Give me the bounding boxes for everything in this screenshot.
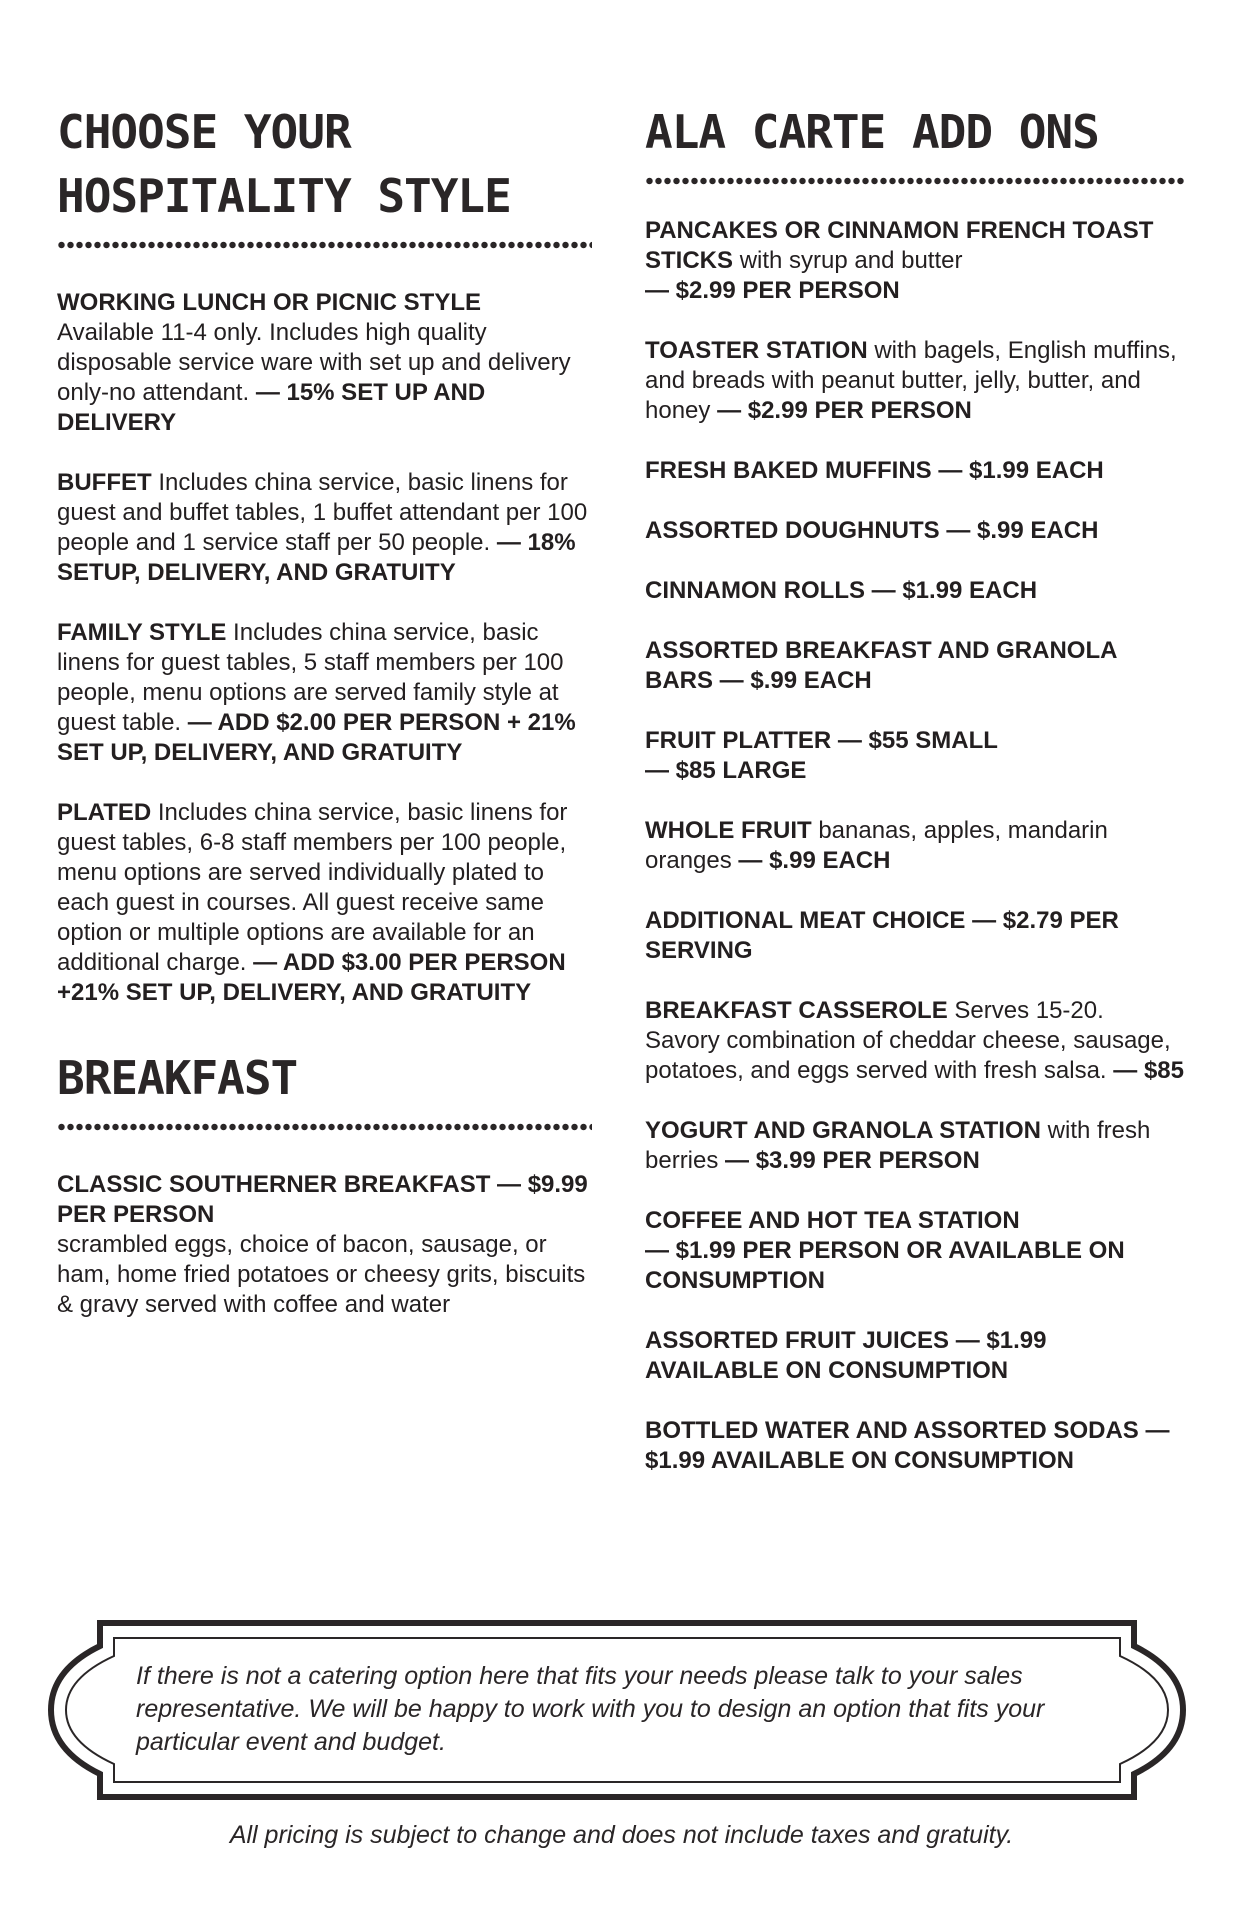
pricing-disclaimer: All pricing is subject to change and does not include taxes and gratuity. (229, 1821, 1014, 1849)
hospitality-section (57, 100, 592, 1350)
addon-item-cinnamon-rolls: CINNAMON ROLLS — $1.99 EACH (645, 577, 1038, 604)
addon-item-bottled-water-sodas: BOTTLED WATER AND ASSORTED SODAS — $1.99 AVAILABLE ON CONSUMPTION (645, 1417, 1170, 1474)
hospitality-item-working-lunch: WORKING LUNCH OR PICNIC STYLE Available 11-4 only. Includes high quality disposable service ware with set up and delivery only-no attendant. — 15% SET UP AND DELIVERY (57, 289, 571, 436)
addon-item-yogurt-station: YOGURT AND GRANOLA STATION with fresh berries — $3.99 PER PERSON (645, 1117, 1151, 1174)
hospitality-item-family-style: FAMILY STYLE Includes china service, basic linens for guest tables, 5 staff members per 100 people, menu options are served family style at guest table. — ADD $2.00 PER PERSON + 21% SET UP, DELIVERY, AND GRATUITY (57, 619, 576, 766)
addon-item-pancakes: PANCAKES OR CINNAMON FRENCH TOAST STICKS with syrup and butter — $2.99 PER PERSON (645, 217, 1154, 304)
addon-item-breakfast-casserole: BREAKFAST CASSEROLE Serves 15-20. Savory combination of cheddar cheese, sausage, potatoes, and eggs served with fresh salsa. — $85 (645, 997, 1184, 1084)
addon-item-meat-choice: ADDITIONAL MEAT CHOICE — $2.79 PER SERVING (645, 907, 1119, 964)
addons-heading: ALA CARTE ADD ONS (645, 105, 1099, 159)
addons-section (645, 100, 1185, 1506)
breakfast-heading: BREAKFAST (57, 1051, 298, 1105)
addon-item-fruit-juices: ASSORTED FRUIT JUICES — $1.99 AVAILABLE ON CONSUMPTION (645, 1327, 1047, 1384)
dotted-divider (57, 240, 592, 250)
hospitality-heading: CHOOSE YOUR HOSPITALITY STYLE (57, 105, 511, 223)
hospitality-item-plated: PLATED Includes china service, basic linens for guest tables, 6-8 staff members per 100 people, menu options are served individually plated to each guest in courses. All guest receive same option or multiple options are available for an additional charge. — ADD $3.00 PER PERSON +21% SET UP, DELIVERY, AND GRATUITY (57, 799, 568, 1006)
catering-note: If there is not a catering option here that fits your needs please talk to your sales representative. We will be happy to work with you to design an option that fits your particular event and budget. (136, 1662, 1045, 1756)
addon-item-muffins: FRESH BAKED MUFFINS — $1.99 EACH (645, 457, 1104, 484)
dotted-divider (645, 176, 1185, 186)
dotted-divider (57, 1122, 592, 1132)
addon-item-toaster-station: TOASTER STATION with bagels, English muffins, and breads with peanut butter, jelly, butter, and honey — $2.99 PER PERSON (645, 337, 1177, 424)
addon-item-coffee-tea-station: COFFEE AND HOT TEA STATION — $1.99 PER PERSON OR AVAILABLE ON CONSUMPTION (645, 1207, 1125, 1294)
addon-item-fruit-platter: FRUIT PLATTER — $55 SMALL — $85 LARGE (645, 727, 998, 784)
addon-item-granola-bars: ASSORTED BREAKFAST AND GRANOLA BARS — $.99 EACH (645, 637, 1117, 694)
addon-item-whole-fruit: WHOLE FRUIT bananas, apples, mandarin oranges — $.99 EACH (645, 817, 1108, 874)
breakfast-item-classic-southerner: CLASSIC SOUTHERNER BREAKFAST — $9.99 PER PERSON scrambled eggs, choice of bacon, sausage, or ham, home fried potatoes or cheesy grits, biscuits & gravy served with coffee and water (57, 1171, 588, 1318)
hospitality-item-buffet: BUFFET Includes china service, basic linens for guest and buffet tables, 1 buffet attendant per 100 people and 1 service staff per 50 people. — 18% SETUP, DELIVERY, AND GRATUITY (57, 469, 588, 586)
addon-item-doughnuts: ASSORTED DOUGHNUTS — $.99 EACH (645, 517, 1099, 544)
